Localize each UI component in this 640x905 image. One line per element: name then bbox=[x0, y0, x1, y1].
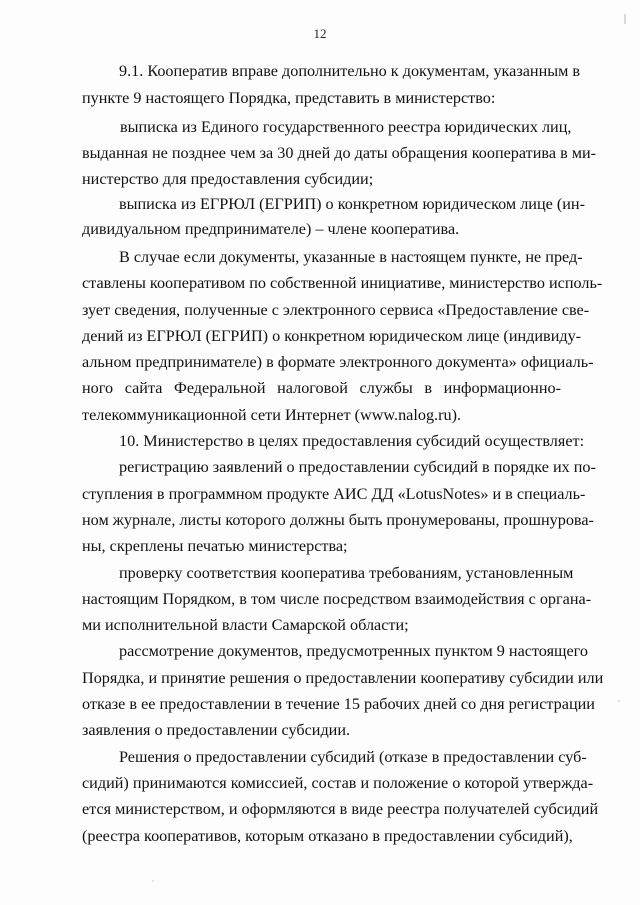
text-line: выписка из ЕГРЮЛ (ЕГРИП) о конкретном юридическом лице (ин- bbox=[119, 195, 585, 213]
text-line: нистерство для предоставления субсидии; bbox=[82, 170, 374, 188]
text-line: проверку соответствия кооператива требованиям, установленным bbox=[119, 564, 574, 582]
text-line: настоящим Порядком, в том числе посредством взаимодействия с органа- bbox=[82, 590, 592, 608]
scan-artifact bbox=[624, 14, 626, 24]
text-line: В случае если документы, указанные в настоящем пункте, не пред- bbox=[119, 248, 583, 266]
text-line: ны, скреплены печатью министерства; bbox=[82, 537, 348, 555]
text-line: телекоммуникационной сети Интернет (www.nalog.ru). bbox=[82, 406, 462, 424]
text-line: заявления о предоставлении субсидии. bbox=[82, 721, 351, 739]
scan-speck bbox=[152, 880, 154, 882]
page-number: 12 bbox=[313, 26, 327, 41]
text-line: 9.1. Кооператив вправе дополнительно к документам, указанным в bbox=[119, 62, 581, 80]
text-line: Порядка, и принятие решения о предоставлении кооперативу субсидии или bbox=[82, 669, 604, 687]
text-line: ми исполнительной власти Самарской области; bbox=[82, 616, 409, 634]
text-line: выписка из Единого государственного реестра юридических лиц, bbox=[120, 118, 572, 136]
text-line: зует сведения, полученные с электронного сервиса «Предоставление све- bbox=[82, 301, 590, 319]
text-line: дивидуальном предпринимателе) – члене кооператива. bbox=[82, 220, 460, 238]
text-line: рассмотрение документов, предусмотренных пунктом 9 настоящего bbox=[119, 642, 589, 660]
text-line: ном журнале, листы которого должны быть пронумерованы, прошнурова- bbox=[82, 511, 594, 529]
text-line: выданная не позднее чем за 30 дней до даты обращения кооператива в ми- bbox=[82, 144, 597, 162]
text-line: (реестра кооперативов, которым отказано в предоставлении субсидий), bbox=[82, 827, 573, 845]
text-line: ется министерством, и оформляются в виде реестра получателей субсидий bbox=[82, 800, 599, 818]
scan-speck bbox=[618, 700, 620, 702]
text-line: ного сайта Федеральной налоговой службы в информационно- bbox=[82, 379, 561, 397]
text-line: регистрацию заявлений о предоставлении субсидий в порядке их по- bbox=[119, 458, 596, 476]
text-line: дений из ЕГРЮЛ (ЕГРИП) о конкретном юридическом лице (индивиду- bbox=[82, 327, 582, 345]
text-line: 10. Министерство в целях предоставления субсидий осуществляет: bbox=[119, 432, 585, 450]
text-line: ступления в программном продукте АИС ДД «LotusNotes» и в специаль- bbox=[82, 485, 586, 503]
text-line: Решения о предоставлении субсидий (отказе в предоставлении суб- bbox=[119, 748, 587, 766]
text-line: ставлены кооперативом по собственной инициативе, министерство исполь- bbox=[82, 274, 603, 292]
text-line: сидий) принимаются комиссией, состав и положение о которой утвержда- bbox=[82, 774, 594, 792]
text-line: отказе в ее предоставлении в течение 15 рабочих дней со дня регистрации bbox=[82, 695, 595, 713]
text-line: пункте 9 настоящего Порядка, представить в министерство: bbox=[82, 89, 496, 107]
text-line: альном предпринимателе) в формате электронного документа» официаль- bbox=[82, 353, 594, 371]
